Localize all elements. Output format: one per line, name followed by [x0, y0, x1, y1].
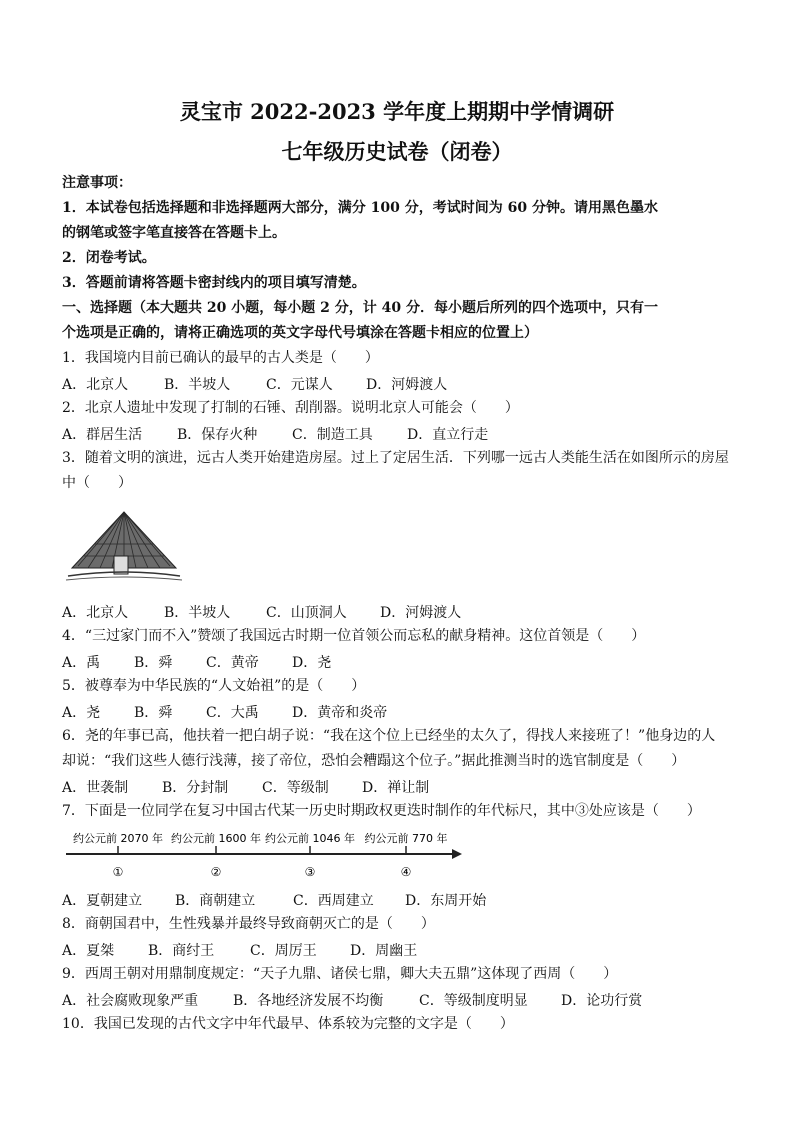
question-9-options: [62, 990, 642, 1010]
option: A．夏朝建立: [62, 893, 143, 909]
option: B．舜: [134, 705, 173, 721]
timeline-arrow: [452, 849, 462, 859]
section-1-line-2: 个选项是正确的，请将正确选项的英文字母代号填涂在答题卡相应的位置上）: [62, 325, 538, 341]
option: A．北京人: [62, 377, 129, 393]
question-9-stem: 9．西周王朝对用鼎制度规定：“天子九鼎、诸侯七鼎，卿大夫五鼎”这体现了西周（ ）: [62, 966, 618, 982]
option: B．舜: [134, 655, 173, 671]
question-2-options: [62, 424, 488, 444]
option: B．保存火种: [177, 427, 258, 443]
question-10-stem: 10．我国已发现的古代文字中年代最早、体系较为完整的文字是（ ）: [62, 1016, 514, 1032]
option: B．商纣王: [148, 943, 215, 959]
question-4-stem: 4．“三过家门而不入”赞颂了我国远古时期一位首领公而忘私的献身精神。这位首领是（ ）: [62, 628, 646, 644]
note-1-line-2: 的钢笔或签字笔直接答在答题卡上。: [62, 225, 286, 241]
question-1-options: [62, 374, 447, 394]
option: C．等级制度明显: [419, 993, 528, 1009]
note-1-line-1: 1．本试卷包括选择题和非选择题两大部分，满分 100 分，考试时间为 60 分钟。请用黑色墨水: [62, 200, 658, 216]
question-6-stem-1: 6．尧的年事已高，他扶着一把白胡子说：“我在这个位上已经坐的太久了，得找人来接班了！”他身边的人: [62, 728, 716, 744]
option: A．尧: [62, 705, 101, 721]
option: C．大禹: [206, 705, 259, 721]
option: D．禅让制: [362, 780, 430, 796]
question-6-stem-2: 却说：“我们这些人德行浅薄，接了帝位，恐怕会糟蹋这个位子。”据此推测当时的选官制度是（ ）: [62, 753, 686, 769]
option: B．半坡人: [164, 605, 231, 621]
question-7-stem: 7．下面是一位同学在复习中国古代某一历史时期政权更迭时制作的年代标尺，其中③处应该是（ ）: [62, 803, 701, 819]
option: A．夏桀: [62, 943, 115, 959]
timeline-marker: ①: [112, 865, 124, 879]
option: C．山顶洞人: [266, 605, 347, 621]
option: B．分封制: [162, 780, 229, 796]
question-4-options: [62, 652, 331, 672]
option: A．禹: [62, 655, 101, 671]
timeline-label: 约公元前 2070 年: [73, 832, 163, 845]
option: D．周幽王: [350, 943, 418, 959]
timeline-marker: ③: [304, 865, 316, 879]
timeline-ruler: [62, 828, 462, 882]
option: D．尧: [292, 655, 332, 671]
option: D．黄帝和炎帝: [292, 705, 388, 721]
option: D．河姆渡人: [366, 377, 448, 393]
option: C．制造工具: [292, 427, 373, 443]
question-2-stem: 2．北京人遗址中发现了打制的石锤、刮削器。说明北京人可能会（ ）: [62, 400, 519, 416]
exam-subtitle: 七年级历史试卷（闭卷）: [281, 139, 513, 164]
question-1-stem: 1．我国境内目前已确认的最早的古人类是（ ）: [62, 350, 379, 366]
option: C．黄帝: [206, 655, 259, 671]
thatched-hut-image: [64, 506, 184, 586]
notes-heading: 注意事项：: [62, 175, 132, 191]
timeline-label: 约公元前 1046 年: [265, 832, 355, 845]
option: D．直立行走: [407, 427, 489, 443]
option: A．群居生活: [62, 427, 143, 443]
option: C．周厉王: [250, 943, 317, 959]
exam-title: 灵宝市 2022-2023 学年度上期期中学情调研: [179, 99, 615, 124]
option: D．东周开始: [405, 893, 487, 909]
option: C．等级制: [262, 780, 329, 796]
question-8-stem: 8．商朝国君中，生性残暴并最终导致商朝灭亡的是（ ）: [62, 916, 435, 932]
question-3-options: [62, 602, 461, 622]
option: A．世袭制: [62, 780, 129, 796]
option: B．商朝建立: [175, 893, 256, 909]
question-7-options: [62, 890, 486, 910]
timeline-marker: ④: [400, 865, 412, 879]
section-1-line-1: 一、选择题（本大题共 20 小题，每小题 2 分，计 40 分．每小题后所列的四个选项中，只有一: [62, 300, 658, 316]
note-2: 2．闭卷考试。: [62, 250, 156, 266]
question-5-options: [62, 702, 387, 722]
timeline-marker: ②: [210, 865, 222, 879]
question-3-stem-1: 3．随着文明的演进，远古人类开始建造房屋。过上了定居生活．下列哪一远古人类能生活在如图所示的房屋: [62, 450, 729, 466]
timeline-label: 约公元前 770 年: [364, 832, 448, 845]
option: A．北京人: [62, 605, 129, 621]
question-3-stem-2: 中（ ）: [62, 475, 132, 491]
option: B．各地经济发展不均衡: [233, 993, 384, 1009]
note-3: 3．答题前请将答题卡密封线内的项目填写清楚。: [62, 275, 366, 291]
timeline-label: 约公元前 1600 年: [171, 832, 261, 845]
option: D．论功行赏: [561, 993, 643, 1009]
question-5-stem: 5．被尊奉为中华民族的“人文始祖”的是（ ）: [62, 678, 366, 694]
option: C．元谋人: [266, 377, 333, 393]
option: A．社会腐败现象严重: [62, 993, 199, 1009]
option: B．半坡人: [164, 377, 231, 393]
question-6-options: [62, 777, 429, 797]
option: C．西周建立: [293, 893, 374, 909]
question-8-options: [62, 940, 417, 960]
option: D．河姆渡人: [380, 605, 462, 621]
